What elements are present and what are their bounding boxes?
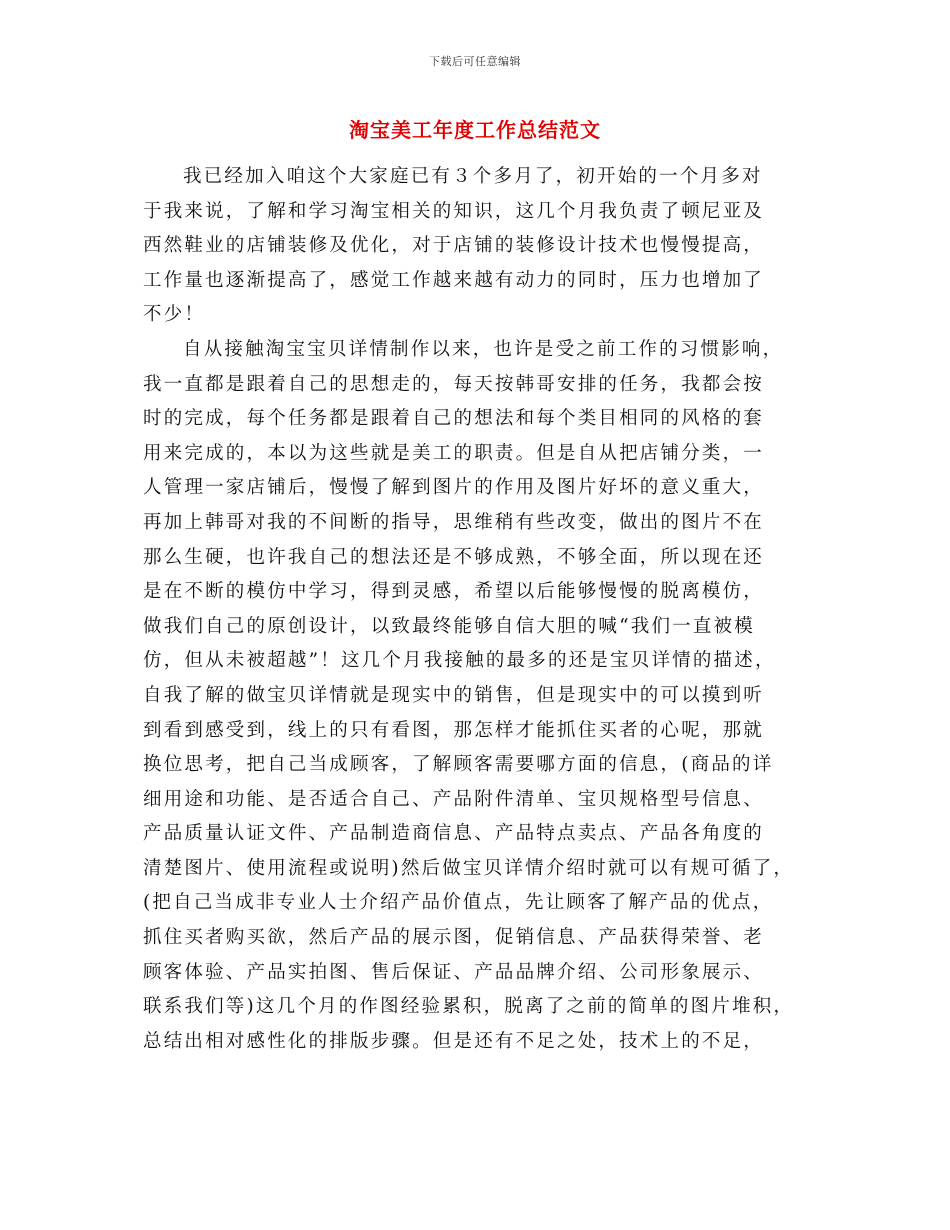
paragraph-line: 我已经加入咱这个大家庭已有３个多月了，初开始的一个月多对 xyxy=(183,166,763,187)
paragraph-line: 到看到感受到，线上的只有看图，那怎样才能抓住买者的心呢，那就 xyxy=(143,719,765,741)
paragraph-line: 换位思考，把自己当成顾客，了解顾客需要哪方面的信息，(商品的详 xyxy=(143,754,774,776)
paragraph-line: 工作量也逐渐提高了，感觉工作越来越有动力的同时，压力也增加了 xyxy=(143,269,765,291)
paragraph-line: 那么生硬，也许我自己的想法还是不够成熟，不够全面，所以现在还 xyxy=(143,546,765,568)
paragraph-line: 不少！ xyxy=(143,304,206,326)
paragraph-line: 产品质量认证文件、产品制造商信息、产品特点卖点、产品各角度的 xyxy=(143,823,765,845)
paragraph-line: 用来完成的，本以为这些就是美工的职责。但是自从把店铺分类，一 xyxy=(143,442,765,464)
paragraph-line: 再加上韩哥对我的不间断的指导，思维稍有些改变，做出的图片不在 xyxy=(143,511,765,533)
paragraph-line: 我一直都是跟着自己的思想走的，每天按韩哥安排的任务，我都会按 xyxy=(143,373,765,395)
document-body xyxy=(143,160,815,1059)
paragraph-line: 时的完成，每个任务都是跟着自己的想法和每个类目相同的风格的套 xyxy=(143,408,765,430)
paragraph-line: 做我们自己的原创设计，以致最终能够自信大胆的喊“我们一直被模 xyxy=(143,615,755,637)
paragraph-line: 总结出相对感性化的排版步骤。但是还有不足之处，技术上的不足， xyxy=(143,1030,765,1052)
paragraph-line: 清楚图片、使用流程或说明)然后做宝贝详情介绍时就可以有规可循了， xyxy=(143,857,795,879)
paragraph-line: 自从接触淘宝宝贝详情制作以来，也许是受之前工作的习惯影响， xyxy=(183,338,784,360)
paragraph-line: 仿，但从未被超越”！这几个月我接触的最多的还是宝贝详情的描述， xyxy=(143,650,776,672)
paragraph-line: 自我了解的做宝贝详情就是现实中的销售，但是现实中的可以摸到听 xyxy=(143,684,765,706)
paragraph-line: 是在不断的模仿中学习，得到灵感，希望以后能够慢慢的脱离模仿， xyxy=(143,581,765,603)
paragraph-line: (把自己当成非专业人士介绍产品价值点，先让顾客了解产品的优点， xyxy=(143,892,774,914)
paragraph-line: 联系我们等)这几个月的作图经验累积，脱离了之前的简单的图片堆积， xyxy=(143,996,795,1018)
paragraph-line: 西然鞋业的店铺装修及优化，对于店铺的装修设计技术也慢慢提高， xyxy=(143,235,765,257)
paragraph-line: 人管理一家店铺后，慢慢了解到图片的作用及图片好坏的意义重大， xyxy=(143,477,765,499)
paragraph-line: 细用途和功能、是否适合自己、产品附件清单、宝贝规格型号信息、 xyxy=(143,788,765,810)
header-note: 下载后可任意编辑 xyxy=(429,55,521,68)
paragraph-line: 于我来说，了解和学习淘宝相关的知识，这几个月我负责了顿尼亚及 xyxy=(143,200,765,222)
paragraph-line: 顾客体验、产品实拍图、售后保证、产品品牌介绍、公司形象展示、 xyxy=(143,961,765,983)
document-title: 淘宝美工年度工作总结范文 xyxy=(349,118,601,142)
paragraph-line: 抓住买者购买欲，然后产品的展示图，促销信息、产品获得荣誉、老 xyxy=(143,927,765,949)
